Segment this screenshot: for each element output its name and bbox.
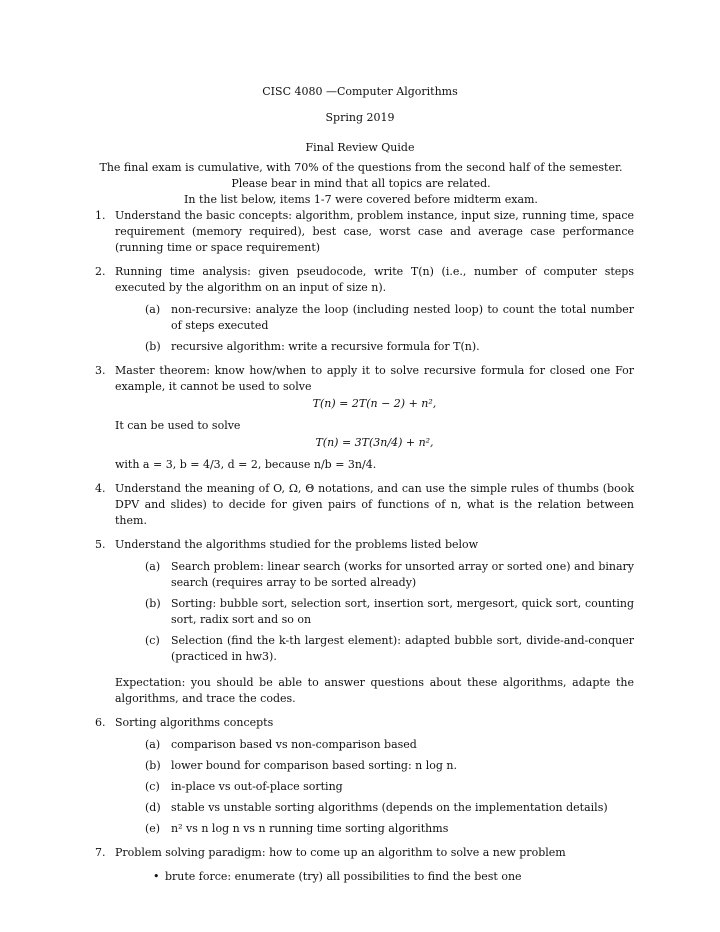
- list-item-5: [88, 537, 634, 707]
- document-title: Final Review Quide: [305, 141, 415, 154]
- formula: [115, 396, 634, 412]
- sub-item: [145, 821, 634, 837]
- sub-item: [145, 339, 634, 355]
- list-item-3: [88, 363, 634, 473]
- item-text: Sorting algorithms concepts: [115, 716, 274, 729]
- term-label: Spring 2019: [325, 111, 395, 124]
- sub-item-label: (d): [145, 801, 161, 814]
- item-text: Running time analysis: given pseudocode, write T(n) (i.e., number of computer steps executed by the algorithm on an input of size n).: [115, 265, 634, 294]
- sub-item: [145, 737, 634, 753]
- sub-item-text: stable vs unstable sorting algorithms (depends on the implementation details): [171, 801, 608, 814]
- sub-item: [145, 800, 634, 816]
- sub-item-label: (e): [145, 822, 161, 835]
- item-text: Understand the basic concepts: algorithm, problem instance, input size, running time, space requirement (memory required), best case, worst case and average case performance (running time or space requirement): [115, 209, 634, 254]
- item-text: Problem solving paradigm: how to come up an algorithm to solve a new problem: [115, 846, 566, 859]
- list-item-4: [88, 481, 634, 529]
- sub-item-label: (a): [145, 738, 161, 751]
- item-text: Understand the algorithms studied for the problems listed below: [115, 538, 479, 551]
- sub-item: [145, 779, 634, 795]
- sub-item: [145, 302, 634, 334]
- item-number: 4.: [95, 482, 106, 495]
- list-item-2: [88, 264, 634, 355]
- sub-item-label: (a): [145, 560, 161, 573]
- sub-item: [145, 758, 634, 774]
- sub-item: [145, 633, 634, 665]
- sub-item-label: (b): [145, 759, 161, 772]
- bullet-item: [145, 869, 634, 885]
- sub-item-text: in-place vs out-of-place sorting: [171, 780, 343, 793]
- sub-item-label: (c): [145, 634, 160, 647]
- sub-item-text: comparison based vs non-comparison based: [171, 738, 417, 751]
- intro-line-2: In the list below, items 1-7 were covered before midterm exam.: [184, 193, 538, 206]
- sub-item: [145, 596, 634, 628]
- item-number: 2.: [95, 265, 106, 278]
- formula-text: T(n) = 2T(n − 2) + n²,: [312, 397, 437, 410]
- sub-item-label: (b): [145, 340, 161, 353]
- item-number: 7.: [95, 846, 106, 859]
- sub-item-text: Selection (find the k-th largest element): adapted bubble sort, divide-and-conquer (practiced in hw3).: [171, 634, 634, 663]
- sub-item-text: n² vs n log n vs n running time sorting algorithms: [171, 822, 449, 835]
- sub-item-text: lower bound for comparison based sorting: n log n.: [171, 759, 458, 772]
- item-number: 1.: [95, 209, 106, 222]
- sub-item-text: non-recursive: analyze the loop (including nested loop) to count the total number of steps executed: [171, 303, 634, 332]
- intro-paragraph: [88, 160, 634, 208]
- list-item-7: [88, 845, 634, 885]
- item-text: Understand the meaning of O, Ω, Θ notations, and can use the simple rules of thumbs (book DPV and slides) to decide for given pairs of functions of n, what is the relation between them.: [115, 482, 634, 527]
- item-number: 3.: [95, 364, 106, 377]
- formula-text: T(n) = 3T(3n/4) + n²,: [315, 436, 434, 449]
- bullet-icon: •: [153, 870, 160, 883]
- sub-item-text: Sorting: bubble sort, selection sort, insertion sort, mergesort, quick sort, counting sort, radix sort and so on: [171, 597, 634, 626]
- item-text-3: with a = 3, b = 4/3, d = 2, because n/b = 3n/4.: [115, 458, 377, 471]
- sub-list: [115, 559, 634, 665]
- sub-item-label: (b): [145, 597, 161, 610]
- item-number: 5.: [95, 538, 106, 551]
- course-title: CISC 4080 —Computer Algorithms: [262, 85, 458, 98]
- list-item-6: [88, 715, 634, 837]
- sub-item-text: recursive algorithm: write a recursive formula for T(n).: [171, 340, 480, 353]
- list-item-1: [88, 208, 634, 256]
- sub-item-label: (a): [145, 303, 161, 316]
- expectation-paragraph: Expectation: you should be able to answer questions about these algorithms, adapte the algorithms, and trace the codes.: [115, 676, 634, 705]
- sub-item-text: Search problem: linear search (works for unsorted array or sorted one) and binary search (requires array to be sorted already): [171, 560, 634, 589]
- sub-list: [115, 302, 634, 355]
- sub-list: [115, 737, 634, 837]
- item-number: 6.: [95, 716, 106, 729]
- sub-item: [145, 559, 634, 591]
- bullet-text: brute force: enumerate (try) all possibilities to find the best one: [165, 870, 522, 883]
- formula: [115, 435, 634, 451]
- sub-item-label: (c): [145, 780, 160, 793]
- topic-list: [88, 208, 634, 893]
- item-text-2: It can be used to solve: [115, 419, 241, 432]
- intro-line-1: The final exam is cumulative, with 70% of the questions from the second half of the semester. Please bear in mind that all topics are related.: [99, 161, 623, 190]
- item-text: Master theorem: know how/when to apply it to solve recursive formula for closed one For example, it cannot be used to solve: [115, 364, 634, 393]
